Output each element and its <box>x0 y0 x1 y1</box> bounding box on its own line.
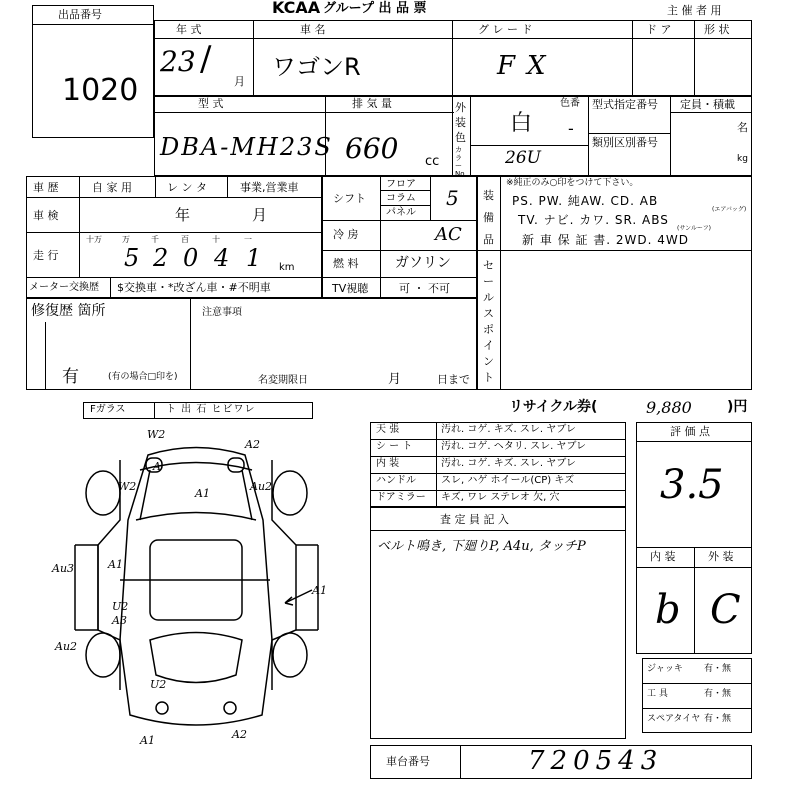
deadline-label: 名変期限日 <box>258 375 308 386</box>
equipment-line1: PS. PW. 純AW. CD. AB <box>512 194 659 208</box>
lot-number: 1020 <box>62 73 139 108</box>
shift-floor[interactable]: フロア <box>386 179 416 190</box>
deadline-month: 月 <box>388 372 402 387</box>
tool-value[interactable]: 有・無 <box>704 664 732 674</box>
condition-row-value[interactable]: 汚れ. コゲ. キズ. スレ. ヤブレ <box>441 458 576 469</box>
mileage-digit-label: 一 <box>244 235 252 244</box>
inspection-year-unit: 年 <box>175 206 191 224</box>
condition-row-value[interactable]: 汚れ. コゲ. キズ. スレ. ヤブレ <box>441 424 576 435</box>
history-business[interactable]: 事業,営業車 <box>240 181 299 194</box>
year-label: 年 式 <box>176 23 202 36</box>
shift-column[interactable]: コラム <box>386 193 416 204</box>
model-value: DBA-MH23S <box>160 133 333 161</box>
exterior-label: 外 装 <box>708 550 734 563</box>
color-dash: - <box>568 119 574 138</box>
grade-label: グ レ ー ド <box>478 23 533 36</box>
repair-value[interactable]: 有 <box>62 367 79 387</box>
mark-top-a2: A2 <box>245 438 260 451</box>
exterior-value: C <box>710 587 741 633</box>
mileage-digit: 1 <box>246 244 262 272</box>
mark-right-window-au2: Au2 <box>250 480 273 493</box>
recycle-value: 9,880 <box>646 398 692 417</box>
wheel-front-right <box>273 471 307 515</box>
year-month-unit: 月 <box>234 75 245 88</box>
displacement-value: 660 <box>345 132 399 165</box>
sr-sub: (サンルーフ) <box>677 225 711 232</box>
repair-note: (有の場合□印を) <box>108 372 178 382</box>
wheel-front-left <box>86 471 120 515</box>
color-value: 白 <box>510 111 533 136</box>
glass-options[interactable]: ト 出 石 ヒビワレ <box>166 404 256 415</box>
mark-left-front-au3: Au3 <box>52 562 75 575</box>
category-label: 類別区別番号 <box>592 136 658 149</box>
fuel-value: ガソリン <box>395 255 451 271</box>
shape-label: 形 状 <box>704 23 730 36</box>
mark-right-door-a1: A1 <box>312 584 327 597</box>
mileage-digit: 0 <box>183 244 199 272</box>
condition-row-label: ハンドル <box>376 475 416 486</box>
cc-unit: cc <box>425 154 440 169</box>
condition-row-label: 内 装 <box>376 458 400 469</box>
equipment-label: 装 備 品 <box>483 189 494 246</box>
year-value: 23 <box>160 45 196 78</box>
mark-bottom-left-a1: A1 <box>140 734 155 747</box>
lot-number-label: 出品番号 <box>58 8 102 21</box>
inspector-label: 査 定 員 記 入 <box>440 513 509 526</box>
equipment-note: ※純正のみ○印をつけて下さい。 <box>506 178 639 188</box>
equipment-block <box>477 176 752 390</box>
mileage-digit-label: 千 <box>151 235 159 244</box>
kg-unit: kg <box>737 154 748 164</box>
history-private[interactable]: 自 家 用 <box>92 181 132 194</box>
shift-panel[interactable]: パネル <box>386 207 416 218</box>
recycle-unit: )円 <box>727 399 748 415</box>
tv-value: 可 ・ 不可 <box>399 282 450 295</box>
sales-point-label: セールスポイント <box>483 259 494 384</box>
glass-label: Fガラス <box>90 404 126 415</box>
mileage-digit-label: 十 <box>212 235 220 244</box>
condition-row-value[interactable]: スレ, ハゲ ホイール(CP) キズ <box>441 475 575 486</box>
interior-label: 内 装 <box>650 550 676 563</box>
chassis-label: 車台番号 <box>386 755 430 768</box>
tv-label: TV視聴 <box>332 282 369 295</box>
ext-color-label: 外装色 <box>455 101 466 144</box>
shift-label: シフト <box>333 192 366 205</box>
model-label: 型 式 <box>198 97 224 110</box>
condition-row-label: シ ー ト <box>376 441 413 452</box>
persons-unit: 名 <box>737 121 748 134</box>
capacity-label: 定員・積載 <box>680 98 735 111</box>
inspection-label: 車 検 <box>33 209 59 222</box>
grade-value: FX <box>497 51 558 81</box>
color-code-value: 26U <box>505 148 541 168</box>
history-block <box>26 176 322 298</box>
mileage-label: 走 行 <box>33 249 59 262</box>
remarks-label: 注意事項 <box>202 307 242 318</box>
condition-row-label: ドアミラー <box>376 492 426 503</box>
condition-row-value[interactable]: 汚れ. コゲ. ヘタリ. スレ. ヤブレ <box>441 441 587 452</box>
mileage-digit: 4 <box>214 244 230 272</box>
history-rental[interactable]: レ ン タ <box>167 181 207 194</box>
recycle-label: リサイクル券( <box>509 399 598 415</box>
evaluation-score: 3.5 <box>660 462 724 508</box>
condition-row-value[interactable]: キズ, ワレ ステレオ 欠, 穴 <box>441 492 560 503</box>
mileage-digit-label: 百 <box>181 235 189 244</box>
form-title: グループ 出 品 票 <box>323 1 427 16</box>
evaluation-label: 評 価 点 <box>670 425 710 438</box>
mark-front-a: A <box>153 460 161 473</box>
mark-left-rear-au2: Au2 <box>55 640 78 653</box>
tool-value[interactable]: 有・無 <box>704 689 732 699</box>
car-name-label: 車 名 <box>300 23 326 36</box>
displacement-label: 排 気 量 <box>352 97 392 110</box>
car-name-value: ワゴンR <box>272 53 361 81</box>
tool-label: ジャッキ <box>647 664 683 674</box>
equipment-line2: TV. ナビ. カワ. SR. ABS <box>518 213 669 227</box>
wheel-rear-right <box>273 633 307 677</box>
history-label: 車 歴 <box>33 181 59 194</box>
mileage-digit: 2 <box>153 244 169 272</box>
inspector-note: ベルト鳴き, 下廻りP, A4u, タッチP <box>377 539 586 554</box>
mark-a3: A3 <box>112 614 127 627</box>
mark-rear-u2: U2 <box>150 678 167 691</box>
shift-value: 5 <box>446 186 459 210</box>
mark-u2: U2 <box>112 600 129 613</box>
ac-label: 冷 房 <box>333 228 359 241</box>
condition-row-label: 天 張 <box>376 424 400 435</box>
inspection-month-unit: 月 <box>252 206 268 224</box>
color-number-label: 色番 <box>560 98 580 109</box>
chassis-value: 720543 <box>528 746 664 776</box>
mileage-unit: km <box>279 262 295 273</box>
organizer-label: 主 催 者 用 <box>667 4 722 17</box>
tool-label: 工 具 <box>647 689 668 699</box>
brand-logo: KCAA <box>272 0 321 17</box>
mark-hood-a1: A1 <box>195 487 210 500</box>
mileage-digit: 5 <box>124 244 140 272</box>
deadline-day: 日まで <box>437 373 470 386</box>
ac-value: AC <box>435 224 462 245</box>
equipment-line3: 新 車 保 証 書. 2WD. 4WD <box>522 233 689 247</box>
color-code-label: カラーNo. <box>455 146 467 178</box>
mileage-digit-label: 万 <box>122 235 130 244</box>
mark-door-a1: A1 <box>108 558 123 571</box>
meter-exchange-label: メーター交換歴 <box>29 282 99 293</box>
mileage-digit-label: 十万 <box>86 235 102 244</box>
tool-value[interactable]: 有・無 <box>704 714 732 724</box>
mark-bottom-right-a2: A2 <box>232 728 247 741</box>
ab-sub: (エアバッグ) <box>712 206 747 213</box>
mark-left-window-w2: W2 <box>118 480 137 493</box>
interior-value: b <box>655 587 681 633</box>
type-designation-label: 型式指定番号 <box>592 98 658 111</box>
repair-label: 修復歴 箇所 <box>31 303 106 319</box>
mark-top-w2: W2 <box>147 428 166 441</box>
fuel-label: 燃 料 <box>333 257 359 270</box>
meter-legend: $交換車・*改ざん車・#不明車 <box>117 281 271 294</box>
tool-label: スペアタイヤ <box>647 714 701 724</box>
door-label: ド ア <box>646 23 672 36</box>
wheel-rear-left <box>86 633 120 677</box>
